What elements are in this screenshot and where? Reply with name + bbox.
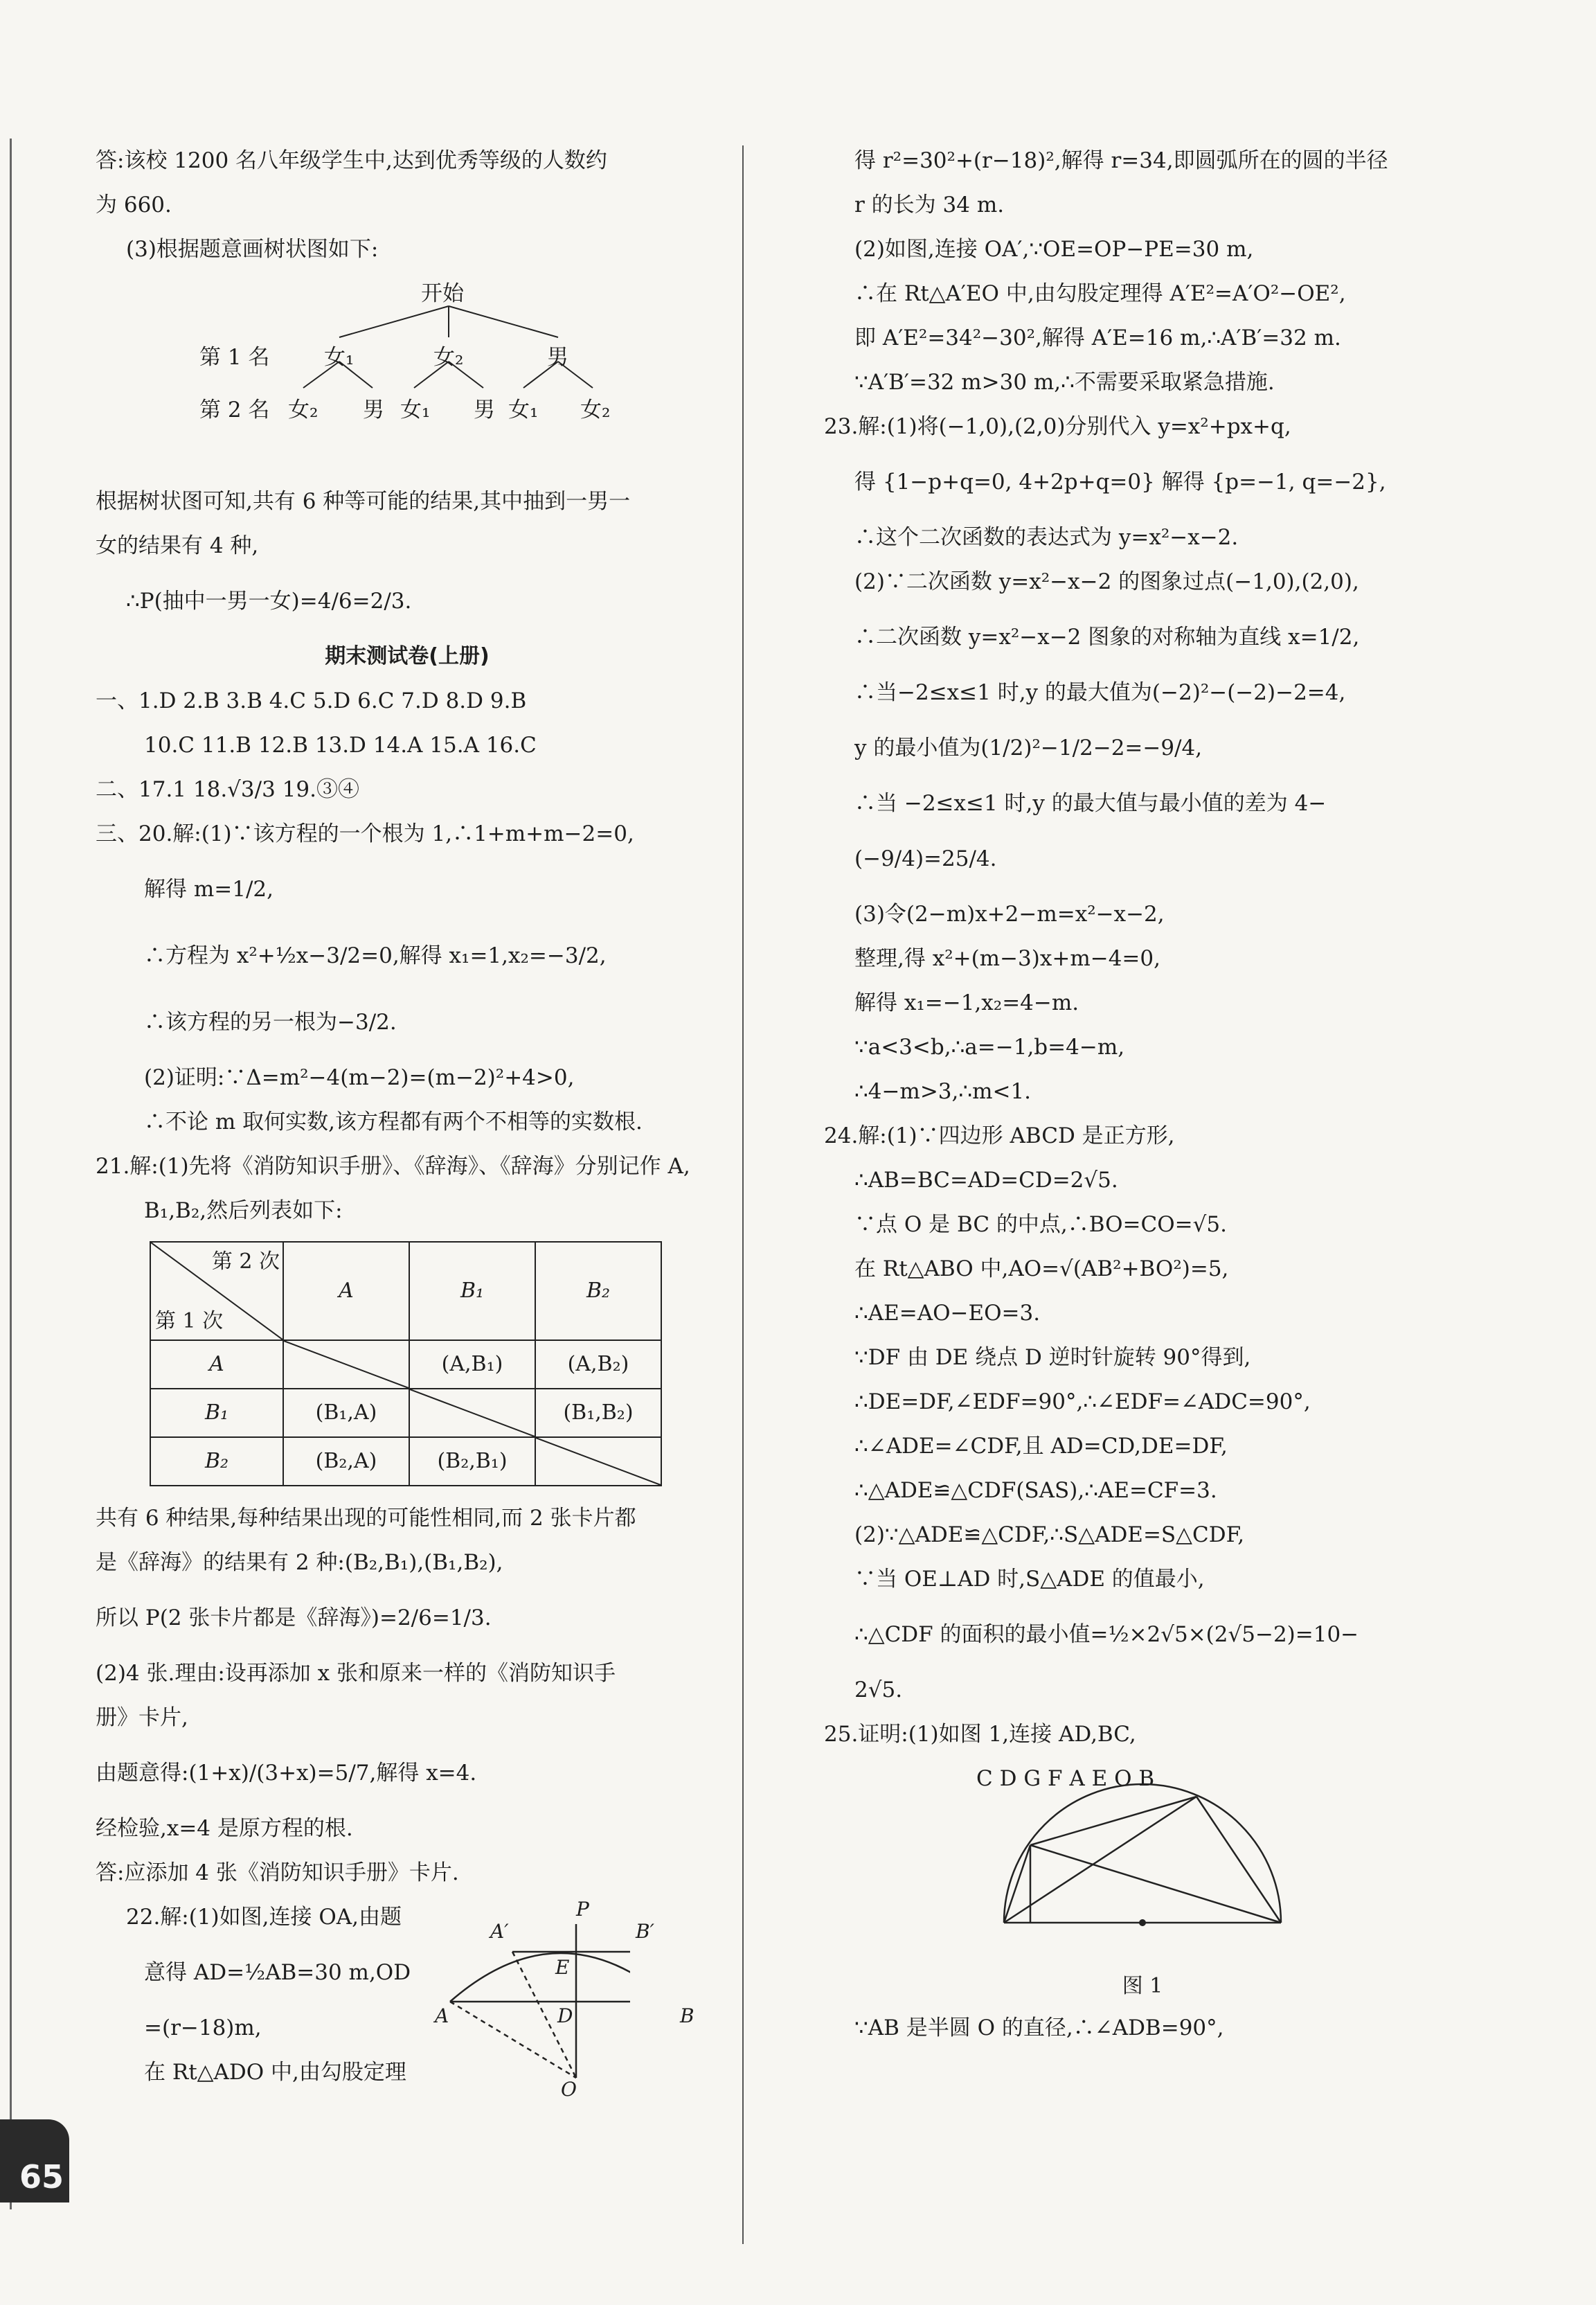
column-header: B₂: [535, 1242, 661, 1340]
probability-table: [150, 1241, 662, 1486]
table-corner: [150, 1242, 283, 1340]
label-D: D: [557, 2004, 573, 2027]
formula-line: ∴方程为 x²+½x−3/2=0,解得 x₁=1,x₂=−3/2,: [144, 943, 607, 968]
label-D: D: [999, 1766, 1017, 1791]
text-line: ∴∠ADE=∠CDF,且 AD=CD,DE=DF,: [854, 1434, 1228, 1459]
answer-line: 二、17.1 18.√3/3 19.③④: [96, 777, 359, 802]
text-line: 女的结果有 4 种,: [96, 533, 259, 558]
table-cell: [535, 1437, 661, 1486]
tree-leaf: 女₂: [288, 398, 319, 422]
label-E: E: [1091, 1766, 1108, 1791]
formula-line: ∴△CDF 的面积的最小值=½×2√5×(2√5−2)=10−: [854, 1622, 1359, 1647]
tree-leaf: 女₁: [508, 398, 539, 422]
label-O: O: [561, 2078, 577, 2101]
text-line: (3)令(2−m)x+2−m=x²−x−2,: [854, 902, 1165, 927]
label-E: E: [555, 1956, 570, 1979]
text-line: 在 Rt△ADO 中,由勾股定理: [144, 2060, 406, 2085]
text-line: ∵a<3<b,∴a=−1,b=4−m,: [854, 1035, 1125, 1060]
label-A: A: [435, 2004, 449, 2027]
text-line: ∴这个二次函数的表达式为 y=x²−x−2.: [854, 525, 1239, 550]
text-line: 得 r²=30²+(r−18)²,解得 r=34,即圆弧所在的圆的半径: [854, 148, 1388, 173]
formula-line: ∴二次函数 y=x²−x−2 图象的对称轴为直线 x=1/2,: [854, 625, 1360, 650]
text-line: ∴AB=BC=AD=CD=2√5.: [854, 1168, 1118, 1193]
column-divider: [742, 145, 744, 2244]
left-column: [96, 139, 719, 2094]
text-line: ∵当 OE⊥AD 时,S△ADE 的值最小,: [854, 1567, 1205, 1592]
text-line: (2)4 张.理由:设再添加 x 张和原来一样的《消防知识手: [96, 1661, 616, 1686]
answer-line: 一、1.D 2.B 3.B 4.C 5.D 6.C 7.D 8.D 9.B: [96, 688, 527, 713]
text-line: 24.解:(1)∵四边形 ABCD 是正方形,: [824, 1123, 1175, 1148]
text-line: 答:该校 1200 名八年级学生中,达到优秀等级的人数约: [96, 148, 607, 173]
text-line: ∴在 Rt△A′EO 中,由勾股定理得 A′E²=A′O²−OE²,: [854, 281, 1346, 306]
text-line: 21.解:(1)先将《消防知识手册》、《辞海》、《辞海》分别记作 A,: [96, 1154, 690, 1179]
text-line: 23.解:(1)将(−1,0),(2,0)分别代入 y=x²+px+q,: [824, 414, 1291, 439]
text-line: ∴AE=AO−EO=3.: [854, 1301, 1041, 1326]
page-edge-bar: [10, 139, 12, 2209]
text-line: 是《辞海》的结果有 2 种:(B₂,B₁),(B₁,B₂),: [96, 1550, 503, 1575]
tree-node: 女₁: [324, 345, 355, 370]
text-line: 解得 x₁=−1,x₂=4−m.: [854, 990, 1079, 1015]
tree-leaf: 男: [363, 398, 384, 422]
table-cell: (A,B₁): [409, 1340, 535, 1389]
formula-line: ∴该方程的另一根为−3/2.: [144, 1010, 397, 1035]
text-line: ∵A′B′=32 m>30 m,∴不需要采取紧急措施.: [854, 370, 1275, 395]
text-line: 整理,得 x²+(m−3)x+m−4=0,: [854, 946, 1160, 971]
right-column: [824, 139, 1475, 2050]
tree-node: 男: [547, 345, 568, 370]
semicircle-figure-25: [976, 1756, 1322, 2006]
text-line: 在 Rt△ABO 中,AO=√(AB²+BO²)=5,: [854, 1256, 1229, 1281]
row-header: B₂: [150, 1437, 283, 1486]
tree-row2-label: 第 2 名: [199, 398, 270, 422]
center-point: [1139, 1919, 1146, 1926]
answer-line: 10.C 11.B 12.B 13.D 14.A 15.A 16.C: [144, 733, 537, 758]
text-line: ∴当 −2≤x≤1 时,y 的最大值与最小值的差为 4−: [854, 791, 1327, 816]
text-line: 三、20.解:(1)∵该方程的一个根为 1,∴1+m+m−2=0,: [96, 821, 634, 846]
text-line: 共有 6 种结果,每种结果出现的可能性相同,而 2 张卡片都: [96, 1506, 636, 1531]
label-A-prime: A′: [490, 1920, 509, 1943]
tree-root: 开始: [421, 281, 464, 306]
text-line: ∵DF 由 DE 绕点 D 逆时针旋转 90°得到,: [854, 1345, 1251, 1370]
column-header: B₁: [409, 1242, 535, 1340]
text-line: ∴当−2≤x≤1 时,y 的最大值为(−2)²−(−2)−2=4,: [854, 680, 1346, 705]
formula-line: 由题意得:(1+x)/(3+x)=5/7,解得 x=4.: [96, 1761, 477, 1786]
table-cell: (B₁,A): [283, 1389, 409, 1437]
text-line: 25.证明:(1)如图 1,连接 AD,BC,: [824, 1722, 1136, 1747]
label-B: B: [680, 2004, 694, 2027]
text-line: ∵点 O 是 BC 的中点,∴BO=CO=√5.: [854, 1212, 1227, 1237]
label-B: B: [1138, 1766, 1155, 1791]
tree-node: 女₂: [433, 345, 464, 370]
semicircle-diagram: [976, 1756, 1322, 1964]
table-cell: (A,B₂): [535, 1340, 661, 1389]
label-B-prime: B′: [636, 1920, 654, 1943]
text-line: (2)如图,连接 OA′,∵OE=OP−PE=30 m,: [854, 237, 1254, 262]
text-line: 即 A′E²=34²−30²,解得 A′E=16 m,∴A′B′=32 m.: [854, 326, 1341, 350]
row-header: B₁: [150, 1389, 283, 1437]
tree-leaf: 女₂: [580, 398, 611, 422]
label-P: P: [576, 1898, 589, 1921]
formula-line: (−9/4)=25/4.: [854, 846, 997, 871]
table-cell: (B₁,B₂): [535, 1389, 661, 1437]
text-line: 为 660.: [96, 193, 172, 217]
tree-lines: [96, 272, 719, 479]
text-line: (2)证明:∵Δ=m²−4(m−2)=(m−2)²+4>0,: [144, 1065, 575, 1090]
corner-top-label: 第 2 次: [211, 1249, 280, 1274]
text-line: 22.解:(1)如图,连接 OA,由题: [126, 1905, 402, 1930]
tree-leaf: 女₁: [400, 398, 431, 422]
formula-line: ∴P(抽中一男一女)=4/6=2/3.: [126, 589, 412, 614]
text-line: (2)∵二次函数 y=x²−x−2 的图象过点(−1,0),(2,0),: [854, 569, 1359, 594]
formula-line: 解得 m=1/2,: [144, 877, 274, 902]
text-line: B₁,B₂,然后列表如下:: [144, 1198, 343, 1223]
text-line: =(r−18)m,: [144, 2015, 262, 2040]
label-O: O: [1114, 1766, 1132, 1791]
arch-figure-22: [353, 1870, 694, 2119]
text-line: ∴△ADE≌△CDF(SAS),∴AE=CF=3.: [854, 1478, 1217, 1503]
table-row: [150, 1437, 661, 1486]
label-A: A: [1069, 1766, 1085, 1791]
formula-line: 意得 AD=½AB=30 m,OD: [144, 1960, 411, 1985]
section-title: 期末测试卷(上册): [325, 644, 490, 668]
corner-bottom-label: 第 1 次: [155, 1309, 224, 1333]
text-line: ∵AB 是半圆 O 的直径,∴∠ADB=90°,: [854, 2015, 1224, 2040]
figure-caption: 图 1: [1122, 1974, 1163, 1998]
text-line: 答:应添加 4 张《消防知识手册》卡片.: [96, 1860, 459, 1885]
table-cell: (B₂,A): [283, 1437, 409, 1486]
text-line: 经检验,x=4 是原方程的根.: [96, 1816, 353, 1841]
formula-line: y 的最小值为(1/2)²−1/2−2=−9/4,: [854, 736, 1203, 760]
text-line: ∴DE=DF,∠EDF=90°,∴∠EDF=∠ADC=90°,: [854, 1389, 1311, 1414]
text-line: (3)根据题意画树状图如下:: [126, 237, 379, 262]
text-line: ∴4−m>3,∴m<1.: [854, 1079, 1032, 1104]
text-line: (2)∵△ADE≌△CDF,∴S△ADE=S△CDF,: [854, 1522, 1245, 1547]
text-line: 册》卡片,: [96, 1705, 188, 1730]
tree-diagram: [96, 272, 719, 479]
column-header: A: [283, 1242, 409, 1340]
tree-row1-label: 第 1 名: [199, 345, 270, 370]
table-cell: [409, 1389, 535, 1437]
tree-leaf: 男: [474, 398, 495, 422]
text-line: 根据树状图可知,共有 6 种等可能的结果,其中抽到一男一: [96, 489, 631, 514]
label-G: G: [1023, 1766, 1041, 1791]
formula-line: 所以 P(2 张卡片都是《辞海》)=2/6=1/3.: [96, 1605, 492, 1630]
label-F: F: [1047, 1766, 1063, 1791]
table-row: [150, 1340, 661, 1389]
text-line: 2√5.: [854, 1677, 903, 1702]
text-line: r 的长为 34 m.: [854, 193, 1005, 217]
table-cell: [283, 1340, 409, 1389]
table-cell: (B₂,B₁): [409, 1437, 535, 1486]
text-line: ∴不论 m 取何实数,该方程都有两个不相等的实数根.: [144, 1110, 643, 1134]
table-row: [150, 1389, 661, 1437]
row-header: A: [150, 1340, 283, 1389]
label-C: C: [976, 1766, 993, 1791]
page-number: 65: [0, 2119, 69, 2202]
formula-line: 得 {1−p+q=0, 4+2p+q=0} 解得 {p=−1, q=−2},: [854, 470, 1386, 495]
